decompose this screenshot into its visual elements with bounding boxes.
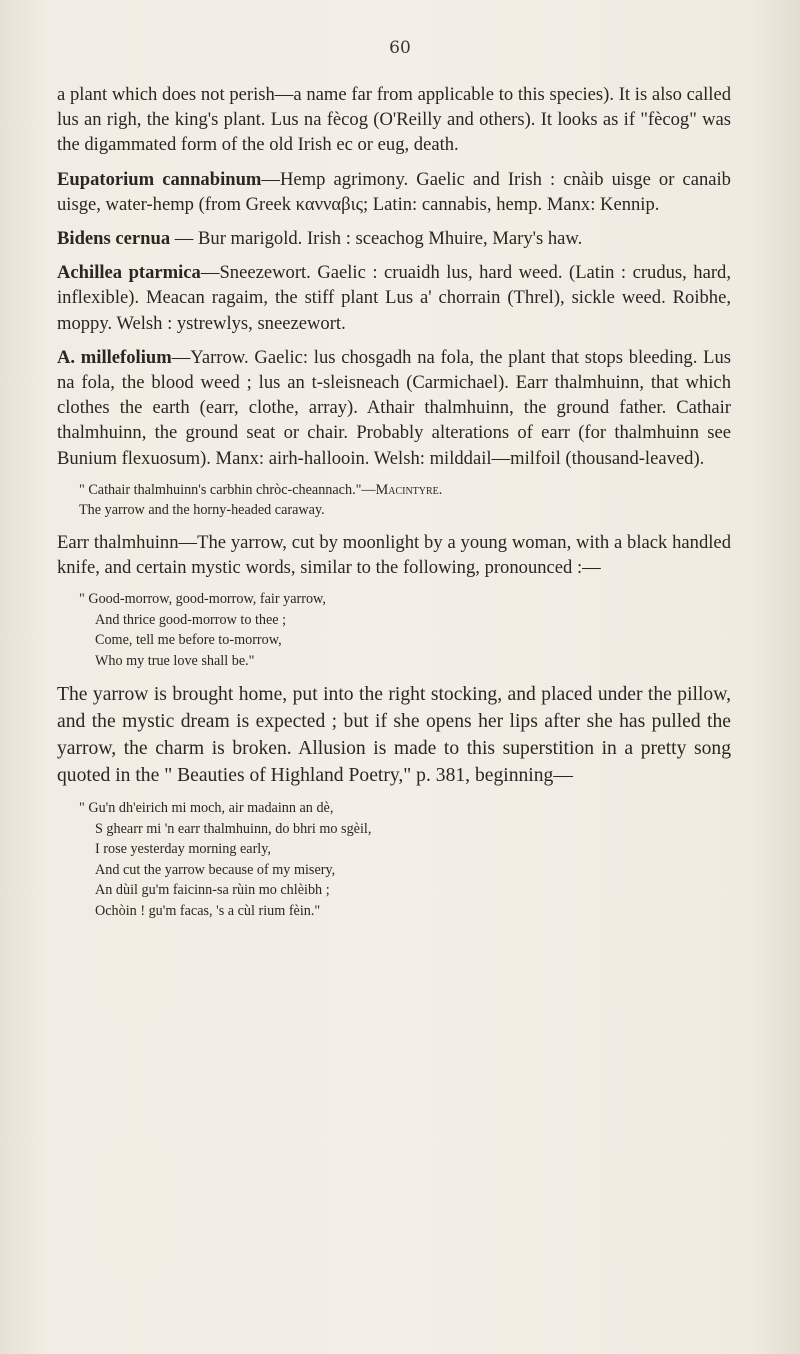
- entry-eupatorium: Eupatorium cannabinum—Hemp agrimony. Gaelic and Irish : cnàib uisge or canaib uisge, water-hemp (from Greek κανναβις; Latin: cannabis, hemp. Manx: Kennip.: [57, 168, 731, 215]
- paragraph-earr-thalmhuinn: Earr thalmhuinn—The yarrow, cut by moonlight by a young woman, with a black handled knife, and certain mystic words, similar to the following, pronounced :—: [57, 531, 731, 579]
- entry-achillea-millefolium: A. millefolium—Yarrow. Gaelic: lus chosgadh na fola, the plant that stops bleeding. Lus na fola, the blood weed ; lus an t-sleisneach (Carmichael). Earr thalmhuinn, that which clothes the earth (earr, clothe, array). Athair thalmhuinn, the ground father. Cathair thalmhuinn, the ground seat or chair. Probably alterations of earr (for thalmhuinn see Bunium flexuosum). Manx: airh-hallooin. Welsh: milddail—milfoil (thousand-leaved).: [57, 346, 731, 469]
- entry-term: A. millefolium: [57, 346, 172, 368]
- entry-term: Achillea ptarmica: [57, 262, 201, 284]
- entry-term: Bidens cernua: [57, 228, 171, 250]
- footnote-attribution: Macintyre.: [375, 481, 443, 498]
- footnote-translation: The yarrow and the horny-headed caraway.: [79, 502, 325, 519]
- paragraph-yarrow-charm: The yarrow is brought home, put into the right stocking, and placed under the pillow, and the mystic dream is expected ; but if she opens her lips after she has pulled the yarrow, the charm is broken. Allusion is made to this superstition in a pretty song quoted in the " Beauties of Highland Poetry," p. 381, beginning—: [57, 684, 731, 787]
- poem-line: Come, tell me before to-morrow,: [95, 632, 282, 649]
- footnote-quote: [57, 480, 731, 521]
- entry-term: Eupatorium cannabinum: [57, 168, 262, 190]
- poem-line: Ochòin ! gu'm facas, 's a cùl rium fèin.": [95, 902, 321, 919]
- entry-bidens: Bidens cernua — Bur marigold. Irish : sceachog Mhuire, Mary's haw.: [57, 228, 583, 250]
- poem-line: " Gu'n dh'eirich mi moch, air madainn an dè,: [79, 800, 334, 817]
- poem-line: I rose yesterday morning early,: [95, 841, 271, 858]
- poem-line: S ghearr mi 'n earr thalmhuinn, do bhri mo sgèil,: [95, 820, 372, 837]
- poem-line: Who my true love shall be.": [95, 652, 255, 669]
- paragraph-intro: a plant which does not perish—a name far from applicable to this species). It is also called lus an righ, the king's plant. Lus na fècog (O'Reilly and others). It looks as if "fècog" was the digammated form of the old Irish ec or eug, death.: [57, 84, 731, 156]
- entry-achillea-ptarmica: Achillea ptarmica—Sneezewort. Gaelic : cruaidh lus, hard weed. (Latin : crudus, hard, inflexible). Meacan ragaim, the stiff plant Lus a' chorrain (Threl), sickle weed. Roibhe, moppy. Welsh : ystrewlys, sneezewort.: [57, 262, 731, 334]
- poem-line: An dùil gu'm faicinn-sa rùin mo chlèibh ;: [95, 882, 330, 899]
- poem-line: And thrice good-morrow to thee ;: [95, 611, 287, 628]
- poem-line: " Good-morrow, good-morrow, fair yarrow,: [79, 591, 326, 608]
- footnote-line: " Cathair thalmhuinn's carbhin chròc-cheannach."—Macintyre.: [79, 481, 443, 498]
- poem-yarrow-english: [79, 589, 731, 671]
- page-number: 60: [389, 38, 411, 58]
- poem-gaelic-song: [79, 798, 731, 921]
- page-content: [57, 82, 731, 931]
- poem-line: And cut the yarrow because of my misery,: [95, 861, 336, 878]
